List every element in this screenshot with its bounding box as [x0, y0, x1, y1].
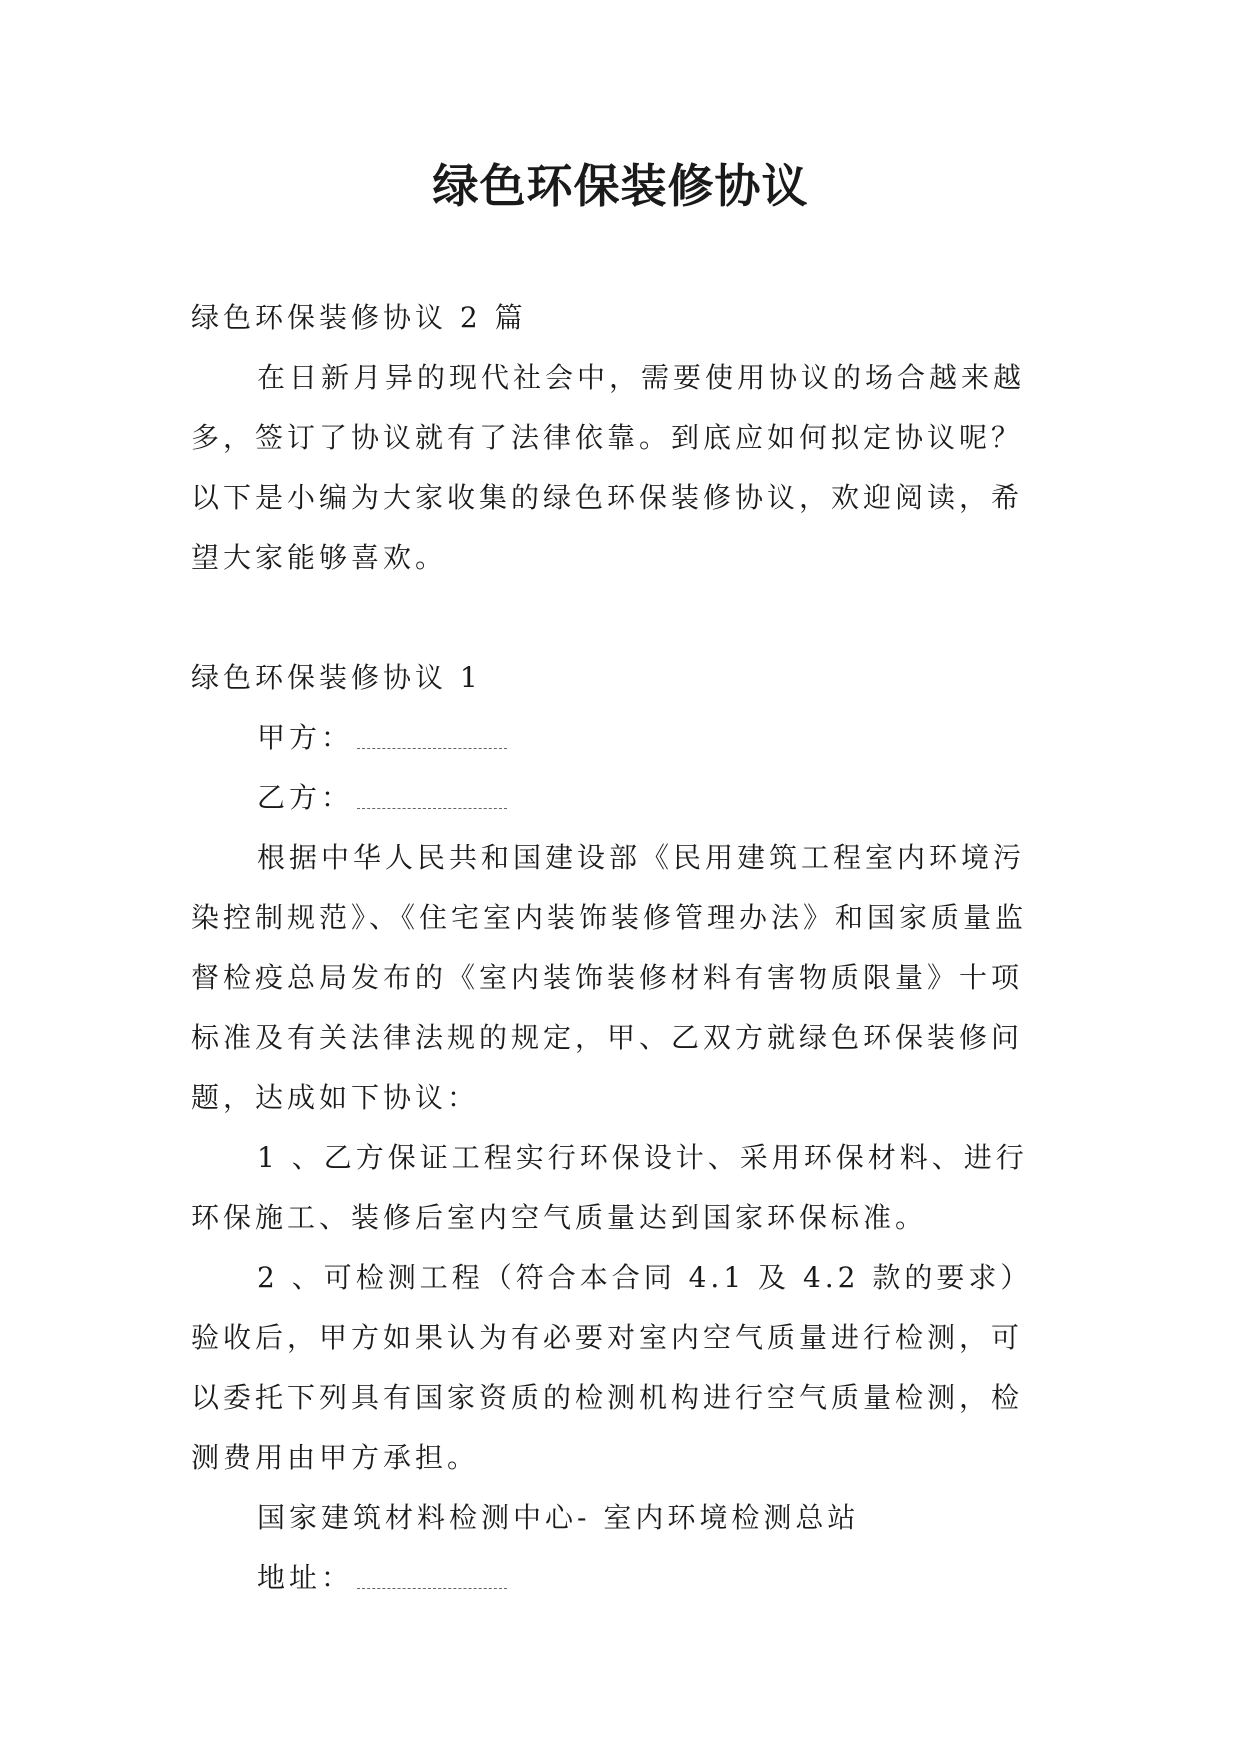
party-a-label: 甲方： — [257, 721, 354, 754]
intro-paragraph: 在日新月异的现代社会中，需要使用协议的场合越来越多，签订了协议就有了法律依靠。到底应如何拟定协议呢？以下是小编为大家收集的绿色环保装修协议，欢迎阅读，希望大家能够喜欢。 — [191, 361, 1026, 574]
party-b-line — [191, 768, 1051, 828]
clause-2: 2 、可检测工程（符合本合同 4.1 及 4.2 款的要求）验收后，甲方如果认为有必要对室内空气质量进行检测，可以委托下列具有国家资质的检测机构进行空气质量检测，检测费用由甲方承担。 — [191, 1261, 1033, 1474]
party-a-line — [191, 708, 1051, 768]
party-b-label: 乙方： — [257, 781, 354, 814]
address-blank — [357, 1560, 507, 1589]
party-a-blank — [357, 720, 507, 749]
document-body — [191, 288, 1051, 1608]
agency-name: 国家建筑材料检测中心- 室内环境检测总站 — [257, 1501, 860, 1534]
document-title: 绿色环保装修协议 — [432, 159, 809, 213]
party-b-blank — [357, 780, 507, 809]
address-line — [191, 1548, 1051, 1608]
paragraph-gap — [191, 588, 1051, 648]
basis-paragraph: 根据中华人民共和国建设部《民用建筑工程室内环境污染控制规范》、《住宅室内装饰装修管理办法》和国家质量监督检疫总局发布的《室内装饰装修材料有害物质限量》十项标准及有关法律法规的规定，甲、乙双方就绿色环保装修问题，达成如下协议： — [191, 841, 1028, 1114]
subtitle: 绿色环保装修协议 2 篇 — [191, 301, 527, 334]
section-heading: 绿色环保装修协议 1 — [191, 661, 482, 694]
address-label: 地址： — [257, 1561, 354, 1594]
clause-1: 1 、乙方保证工程实行环保设计、采用环保材料、进行环保施工、装修后室内空气质量达到国家环保标准。 — [191, 1141, 1028, 1234]
